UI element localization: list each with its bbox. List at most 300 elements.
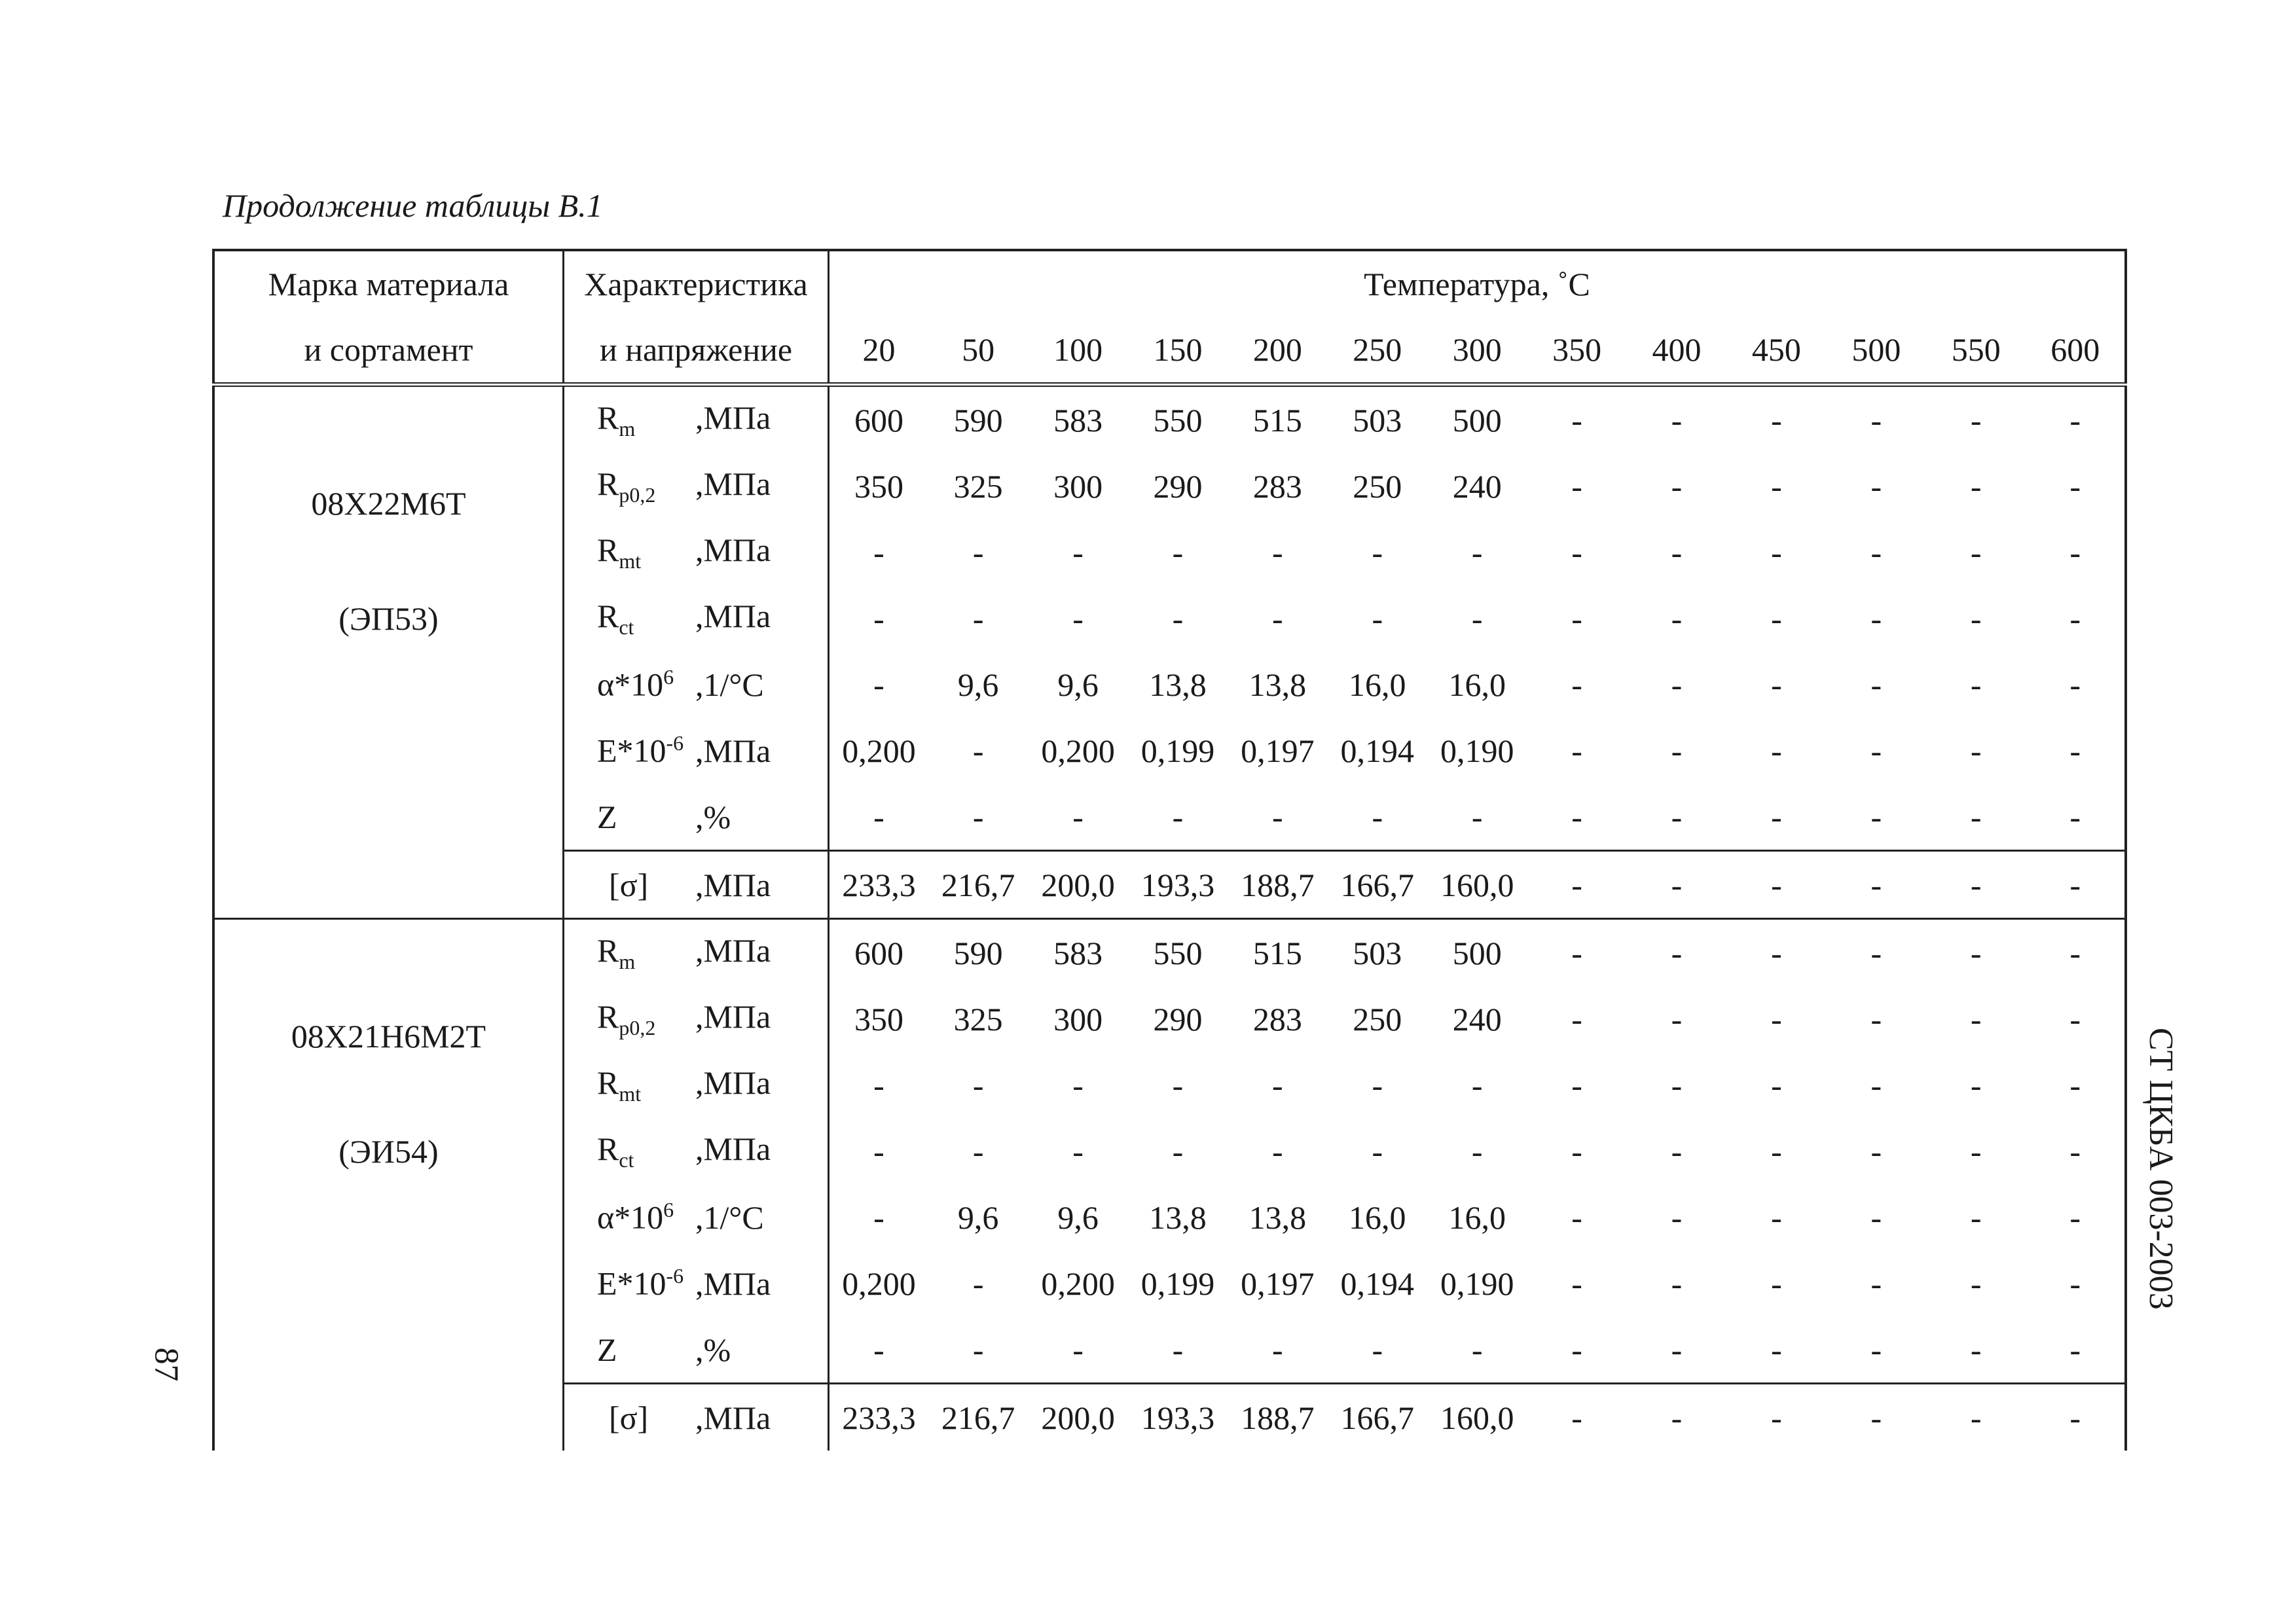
value-cell: 503	[1353, 401, 1402, 439]
value-cell: 9,6	[957, 666, 999, 703]
value-cell: -	[1627, 851, 1726, 919]
value-cell: -	[829, 1052, 928, 1118]
material-grade: (ЭП53)	[338, 600, 439, 637]
value-cell: -	[1870, 600, 1882, 637]
value-cell: -	[1771, 666, 1782, 703]
value-cell: -	[972, 600, 984, 637]
value-cell: -	[1671, 1331, 1683, 1368]
value-cell: -	[1627, 919, 1726, 986]
value-cell: -	[1970, 1331, 1982, 1368]
value-cell: -	[972, 1265, 984, 1302]
characteristic-symbol	[597, 798, 695, 836]
characteristic-symbol	[597, 731, 695, 770]
value-cell: -	[1726, 851, 1826, 919]
header-material-line2: и сортамент	[213, 317, 563, 385]
value-cell: -	[1771, 798, 1782, 835]
value-cell: -	[1970, 401, 1982, 439]
value-cell: 325	[953, 1000, 1003, 1038]
value-cell: -	[2026, 784, 2126, 851]
header-char-line2: и напряжение	[563, 317, 828, 385]
material-name: 08Х21Н6М2Т	[291, 1017, 486, 1055]
table-row	[213, 919, 2126, 986]
value-cell: 583	[1053, 401, 1103, 439]
value-cell: -	[1571, 600, 1582, 637]
value-cell: -	[972, 1132, 984, 1170]
value-cell: -	[1527, 851, 1626, 919]
value-cell: -	[1671, 1265, 1683, 1302]
value-cell: -	[1771, 1000, 1782, 1038]
characteristic-symbol	[597, 1399, 695, 1437]
value-cell: -	[1272, 600, 1283, 637]
header-temp-300: 300	[1427, 317, 1527, 385]
value-cell: 240	[1452, 1000, 1502, 1038]
value-cell: -	[1571, 533, 1582, 571]
value-cell: 188,7	[1228, 851, 1327, 919]
value-cell: -	[1970, 798, 1982, 835]
characteristic-cell	[563, 651, 828, 717]
value-cell: -	[1627, 1384, 1726, 1451]
value-cell: -	[1671, 732, 1683, 769]
characteristic-unit: ,МПа	[695, 1265, 771, 1302]
value-cell: 188,7	[1228, 1384, 1327, 1451]
value-cell: -	[1870, 1199, 1882, 1236]
header-temp-550: 550	[1926, 317, 2026, 385]
characteristic-cell	[563, 453, 828, 519]
characteristic-cell	[563, 1316, 828, 1384]
value-cell: 0,197	[1241, 732, 1315, 769]
value-cell: 590	[953, 401, 1003, 439]
value-cell: 16,0	[1448, 1199, 1506, 1236]
value-cell: 233,3	[829, 851, 928, 919]
symbol-superscript: -6	[666, 731, 684, 755]
characteristic-unit: ,1/°С	[695, 1199, 764, 1236]
characteristic-symbol	[597, 1264, 695, 1303]
header-temp-50: 50	[928, 317, 1028, 385]
value-cell: 550	[1128, 919, 1228, 986]
value-cell: -	[1571, 1066, 1582, 1104]
value-cell: 290	[1153, 1000, 1203, 1038]
value-cell: 515	[1252, 401, 1302, 439]
value-cell: -	[1827, 851, 1926, 919]
value-cell: 550	[1153, 401, 1203, 439]
value-cell: -	[1926, 1384, 2026, 1451]
value-cell: 216,7	[928, 851, 1028, 919]
value-cell: 193,3	[1128, 1384, 1228, 1451]
value-cell: 503	[1328, 919, 1427, 986]
table-row	[213, 385, 2126, 454]
characteristic-symbol	[597, 1064, 695, 1106]
value-cell: -	[972, 1331, 984, 1368]
value-cell: -	[829, 1184, 928, 1250]
value-cell: -	[1571, 666, 1582, 703]
value-cell: -	[1970, 1000, 1982, 1038]
symbol-subscript: mt	[619, 1082, 642, 1106]
value-cell: 0,200	[829, 717, 928, 784]
value-cell: -	[1471, 1066, 1483, 1104]
value-cell: -	[1527, 919, 1626, 986]
characteristic-unit: ,МПа	[695, 1064, 771, 1101]
symbol-subscript: ct	[619, 1148, 634, 1172]
value-cell: -	[1726, 919, 1826, 986]
value-cell: -	[1072, 798, 1084, 835]
value-cell: -	[1072, 600, 1084, 637]
characteristic-unit: ,МПа	[695, 465, 771, 502]
value-cell: -	[1970, 1132, 1982, 1170]
value-cell: -	[2026, 1118, 2126, 1184]
characteristic-cell	[563, 1184, 828, 1250]
material-cell	[213, 919, 563, 1451]
value-cell: -	[1172, 1132, 1184, 1170]
value-cell: -	[1970, 600, 1982, 637]
value-cell: -	[1827, 1384, 1926, 1451]
header-temp-200: 200	[1228, 317, 1327, 385]
characteristic-symbol	[597, 1331, 695, 1369]
value-cell: 166,7	[1328, 1384, 1427, 1451]
value-cell: -	[1272, 1331, 1283, 1368]
value-cell: 283	[1252, 467, 1302, 505]
characteristic-unit: ,%	[695, 1331, 731, 1368]
value-cell: 0,197	[1241, 1265, 1315, 1302]
header-temp-100: 100	[1028, 317, 1127, 385]
value-cell: 13,8	[1149, 666, 1207, 703]
characteristic-unit: ,1/°С	[695, 666, 764, 703]
value-cell: -	[1571, 467, 1582, 505]
value-cell: -	[829, 651, 928, 717]
characteristic-symbol	[597, 465, 695, 507]
value-cell: 216,7	[928, 1384, 1028, 1451]
symbol-text: R	[596, 998, 619, 1035]
value-cell: -	[1072, 1132, 1084, 1170]
symbol-superscript: 6	[663, 665, 674, 689]
value-cell: 233,3	[829, 1384, 928, 1451]
value-cell: -	[1671, 798, 1683, 835]
value-cell: -	[2026, 651, 2126, 717]
value-cell: -	[1671, 401, 1683, 439]
value-cell: -	[829, 585, 928, 651]
value-cell: -	[1726, 1384, 1826, 1451]
characteristic-symbol	[597, 931, 695, 974]
header-temp-450: 450	[1726, 317, 1826, 385]
value-cell: -	[2026, 1316, 2126, 1384]
value-cell: -	[1870, 1331, 1882, 1368]
characteristic-cell	[563, 1384, 828, 1451]
symbol-text: R	[596, 1064, 619, 1101]
header-temp-150: 150	[1128, 317, 1228, 385]
characteristic-symbol	[597, 531, 695, 573]
symbol-text: R	[596, 399, 619, 436]
value-cell: -	[1571, 732, 1582, 769]
value-cell: -	[1771, 1132, 1782, 1170]
header-temperature-title: Температура, ˚С	[829, 250, 2126, 317]
value-cell: -	[829, 519, 928, 585]
page-number: 87	[147, 1347, 185, 1382]
value-cell: 240	[1452, 467, 1502, 505]
value-cell: -	[1072, 1066, 1084, 1104]
value-cell: -	[1870, 1265, 1882, 1302]
value-cell: -	[972, 798, 984, 835]
value-cell: 193,3	[1128, 851, 1228, 919]
value-cell: -	[1471, 1132, 1483, 1170]
value-cell: -	[972, 1066, 984, 1104]
value-cell: -	[1771, 732, 1782, 769]
value-cell: 9,6	[957, 1199, 999, 1236]
value-cell: -	[1372, 600, 1383, 637]
value-cell: -	[1771, 533, 1782, 571]
characteristic-unit: ,МПа	[695, 598, 771, 634]
value-cell: -	[1771, 467, 1782, 505]
value-cell: 300	[1053, 467, 1103, 505]
characteristic-cell	[563, 851, 828, 919]
symbol-subscript: m	[619, 417, 636, 441]
value-cell: -	[1970, 666, 1982, 703]
value-cell: -	[1671, 1066, 1683, 1104]
properties-table	[212, 249, 2127, 1451]
characteristic-unit: ,%	[695, 798, 731, 835]
value-cell: -	[1926, 919, 2026, 986]
value-cell: 9,6	[1057, 1199, 1099, 1236]
characteristic-symbol	[597, 866, 695, 904]
value-cell: 500	[1427, 919, 1527, 986]
characteristic-unit: ,МПа	[695, 1399, 771, 1436]
symbol-text: [σ]	[608, 866, 649, 903]
characteristic-cell	[563, 717, 828, 784]
value-cell: 600	[829, 385, 928, 454]
value-cell: -	[1970, 1066, 1982, 1104]
characteristic-symbol	[597, 665, 695, 704]
header-temp-600: 600	[2026, 317, 2126, 385]
header-material-line1: Марка материала	[213, 250, 563, 317]
document-code: СТ ЦКБА 003-2003	[2142, 1028, 2179, 1310]
value-cell: -	[1870, 401, 1882, 439]
value-cell: 0,194	[1340, 732, 1415, 769]
value-cell: -	[1870, 1066, 1882, 1104]
symbol-text: α*10	[596, 1199, 664, 1236]
symbol-text: R	[596, 598, 619, 634]
symbol-text: α*10	[596, 666, 664, 703]
symbol-text: R	[596, 465, 619, 502]
value-cell: 0,200	[1041, 732, 1115, 769]
value-cell: -	[1671, 1132, 1683, 1170]
characteristic-symbol	[597, 399, 695, 441]
value-cell: -	[2026, 519, 2126, 585]
value-cell: -	[1970, 467, 1982, 505]
header-temp-20: 20	[829, 317, 928, 385]
value-cell: -	[1771, 1199, 1782, 1236]
table-caption: Продолжение таблицы В.1	[223, 187, 603, 224]
value-cell: -	[829, 784, 928, 851]
value-cell: 283	[1252, 1000, 1302, 1038]
value-cell: -	[1870, 732, 1882, 769]
value-cell: -	[1471, 1331, 1483, 1368]
value-cell: -	[2026, 385, 2126, 454]
value-cell: 500	[1452, 401, 1502, 439]
value-cell: 0,190	[1440, 1265, 1514, 1302]
value-cell: -	[1771, 1331, 1782, 1368]
symbol-text: Z	[596, 1331, 617, 1368]
value-cell: 16,0	[1349, 1199, 1406, 1236]
value-cell: 290	[1153, 467, 1203, 505]
characteristic-symbol	[597, 1198, 695, 1236]
symbol-text: Е*10	[596, 1265, 666, 1302]
value-cell: -	[1671, 467, 1683, 505]
value-cell: -	[1372, 533, 1383, 571]
value-cell: -	[1870, 798, 1882, 835]
value-cell: -	[1172, 600, 1184, 637]
value-cell: -	[1671, 600, 1683, 637]
characteristic-unit: ,МПа	[695, 866, 771, 903]
value-cell: -	[1671, 666, 1683, 703]
value-cell: -	[1671, 1199, 1683, 1236]
value-cell: 250	[1353, 1000, 1402, 1038]
characteristic-cell	[563, 385, 828, 454]
value-cell: 0,200	[829, 1250, 928, 1316]
symbol-text: R	[596, 1130, 619, 1167]
value-cell: -	[1272, 798, 1283, 835]
characteristic-symbol	[597, 1130, 695, 1172]
symbol-text: Е*10	[596, 732, 666, 769]
value-cell: -	[1172, 533, 1184, 571]
value-cell: -	[1870, 1000, 1882, 1038]
value-cell: 16,0	[1448, 666, 1506, 703]
value-cell: 9,6	[1057, 666, 1099, 703]
value-cell: 0,199	[1140, 732, 1215, 769]
value-cell: -	[1471, 533, 1483, 571]
characteristic-cell	[563, 585, 828, 651]
characteristic-symbol	[597, 597, 695, 640]
value-cell: 13,8	[1248, 1199, 1307, 1236]
material-grade: (ЭИ54)	[338, 1132, 439, 1170]
value-cell: -	[2026, 1184, 2126, 1250]
value-cell: -	[829, 1316, 928, 1384]
value-cell: -	[1870, 533, 1882, 571]
value-cell: -	[2026, 1384, 2126, 1451]
value-cell: -	[1970, 1199, 1982, 1236]
value-cell: 325	[953, 467, 1003, 505]
value-cell: -	[1970, 1265, 1982, 1302]
value-cell: 0,199	[1140, 1265, 1215, 1302]
value-cell: -	[1471, 798, 1483, 835]
value-cell: -	[1870, 1132, 1882, 1170]
value-cell: -	[1671, 1000, 1683, 1038]
value-cell: -	[1372, 1132, 1383, 1170]
material-name: 08Х22М6Т	[311, 484, 466, 522]
value-cell: 0,200	[1041, 1265, 1115, 1302]
value-cell: 166,7	[1328, 851, 1427, 919]
value-cell: -	[1771, 401, 1782, 439]
symbol-text: R	[596, 932, 619, 969]
value-cell: -	[1072, 1331, 1084, 1368]
value-cell: -	[1172, 1331, 1184, 1368]
value-cell: 350	[829, 453, 928, 519]
value-cell: -	[1870, 467, 1882, 505]
header-temp-500: 500	[1827, 317, 1926, 385]
value-cell: -	[1172, 798, 1184, 835]
value-cell: -	[1571, 1199, 1582, 1236]
characteristic-cell	[563, 1118, 828, 1184]
value-cell: -	[1372, 1066, 1383, 1104]
value-cell: 350	[829, 986, 928, 1052]
characteristic-cell	[563, 919, 828, 986]
symbol-text: [σ]	[608, 1399, 649, 1436]
characteristic-cell	[563, 519, 828, 585]
value-cell: 200,0	[1028, 851, 1127, 919]
value-cell: 0,194	[1340, 1265, 1415, 1302]
value-cell: 250	[1353, 467, 1402, 505]
symbol-subscript: p0,2	[619, 483, 656, 507]
symbol-subscript: p0,2	[619, 1016, 656, 1039]
value-cell: 0,190	[1440, 732, 1514, 769]
characteristic-cell	[563, 1052, 828, 1118]
value-cell: -	[1372, 1331, 1383, 1368]
value-cell: -	[1527, 1384, 1626, 1451]
characteristic-unit: ,МПа	[695, 932, 771, 969]
header-temp-400: 400	[1627, 317, 1726, 385]
characteristic-cell	[563, 784, 828, 851]
symbol-subscript: ct	[619, 615, 634, 639]
value-cell: -	[972, 732, 984, 769]
value-cell: 13,8	[1248, 666, 1307, 703]
characteristic-unit: ,МПа	[695, 1130, 771, 1167]
value-cell: -	[2026, 986, 2126, 1052]
symbol-text: R	[596, 532, 619, 568]
header-temp-250: 250	[1328, 317, 1427, 385]
value-cell: -	[829, 1118, 928, 1184]
value-cell: -	[2026, 919, 2126, 986]
value-cell: -	[1771, 600, 1782, 637]
header-temp-350: 350	[1527, 317, 1626, 385]
value-cell: -	[2026, 453, 2126, 519]
value-cell: 590	[928, 919, 1028, 986]
value-cell: -	[1970, 533, 1982, 571]
value-cell: 515	[1228, 919, 1327, 986]
value-cell: -	[1970, 732, 1982, 769]
value-cell: -	[1571, 1000, 1582, 1038]
value-cell: -	[1870, 666, 1882, 703]
value-cell: -	[1272, 1132, 1283, 1170]
value-cell: -	[2026, 585, 2126, 651]
value-cell: -	[1172, 1066, 1184, 1104]
characteristic-symbol	[597, 998, 695, 1040]
value-cell: -	[1571, 798, 1582, 835]
value-cell: -	[1827, 919, 1926, 986]
value-cell: 583	[1028, 919, 1127, 986]
value-cell: -	[1471, 600, 1483, 637]
symbol-superscript: 6	[663, 1198, 674, 1222]
symbol-subscript: m	[619, 950, 636, 973]
value-cell: 16,0	[1349, 666, 1406, 703]
value-cell: -	[1571, 1265, 1582, 1302]
value-cell: -	[2026, 1052, 2126, 1118]
characteristic-unit: ,МПа	[695, 998, 771, 1035]
value-cell: 300	[1053, 1000, 1103, 1038]
characteristic-cell	[563, 986, 828, 1052]
value-cell: 600	[829, 919, 928, 986]
value-cell: -	[1272, 533, 1283, 571]
characteristic-unit: ,МПа	[695, 732, 771, 769]
value-cell: -	[1671, 533, 1683, 571]
value-cell: -	[1771, 1066, 1782, 1104]
value-cell: -	[1272, 1066, 1283, 1104]
value-cell: -	[1571, 1331, 1582, 1368]
value-cell: -	[1372, 798, 1383, 835]
value-cell: -	[2026, 717, 2126, 784]
value-cell: 160,0	[1427, 851, 1527, 919]
value-cell: -	[972, 533, 984, 571]
value-cell: 13,8	[1149, 1199, 1207, 1236]
symbol-superscript: -6	[666, 1264, 684, 1288]
header-char-line1: Характеристика	[563, 250, 828, 317]
value-cell: 160,0	[1427, 1384, 1527, 1451]
